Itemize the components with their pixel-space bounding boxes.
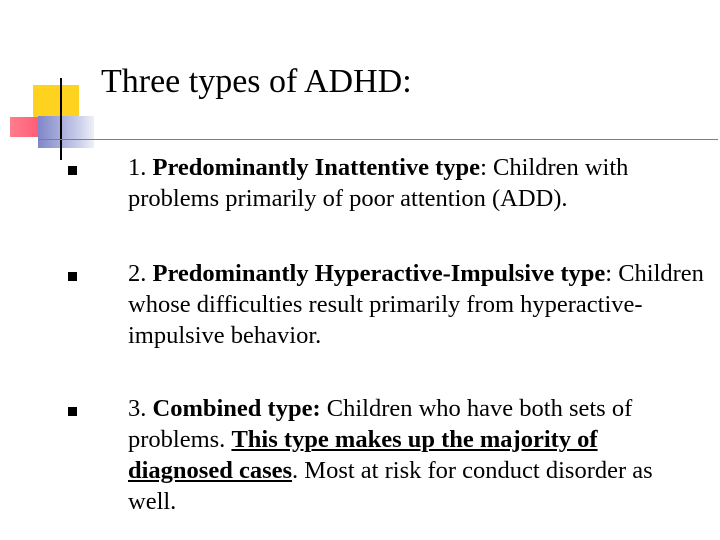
bullet-square-icon xyxy=(68,272,77,281)
bullet-text xyxy=(128,393,706,517)
blue-bar-decoration xyxy=(38,116,94,148)
bullet-description: Children who have both sets of problems. xyxy=(128,395,633,453)
bullet-term: Predominantly Hyperactive-Impulsive type xyxy=(152,260,606,287)
bullet-description: : Children whose difficulties result primarily from hyperactive-impulsive behavior. xyxy=(128,260,704,349)
bullet-term: Predominantly Inattentive type xyxy=(152,154,481,181)
bullet-square-icon xyxy=(68,407,77,416)
bullet-square-icon xyxy=(68,166,77,175)
vertical-rule xyxy=(60,78,62,160)
bullet-description-end: . Most at risk for conduct disorder as well. xyxy=(128,457,653,515)
bullet-emphasis-tail: diagnosed cases xyxy=(128,457,293,484)
bullet-item-inattentive xyxy=(68,152,708,272)
bullet-number: 3. xyxy=(128,395,153,422)
horizontal-rule xyxy=(38,139,718,140)
bullet-term: Combined type: xyxy=(152,395,321,422)
bullet-emphasis: This type makes up the majority of xyxy=(231,426,598,453)
slide-title: Three types of ADHD: xyxy=(101,63,412,100)
bullet-item-hyperactive xyxy=(68,258,708,378)
bullet-text xyxy=(128,258,706,351)
bullet-description: : Children with problems primarily of poor attention (ADD). xyxy=(128,154,629,212)
bullet-number: 2. xyxy=(128,260,153,287)
bullet-item-combined xyxy=(68,393,708,513)
bullet-text xyxy=(128,152,706,214)
bullet-number: 1. xyxy=(128,154,153,181)
